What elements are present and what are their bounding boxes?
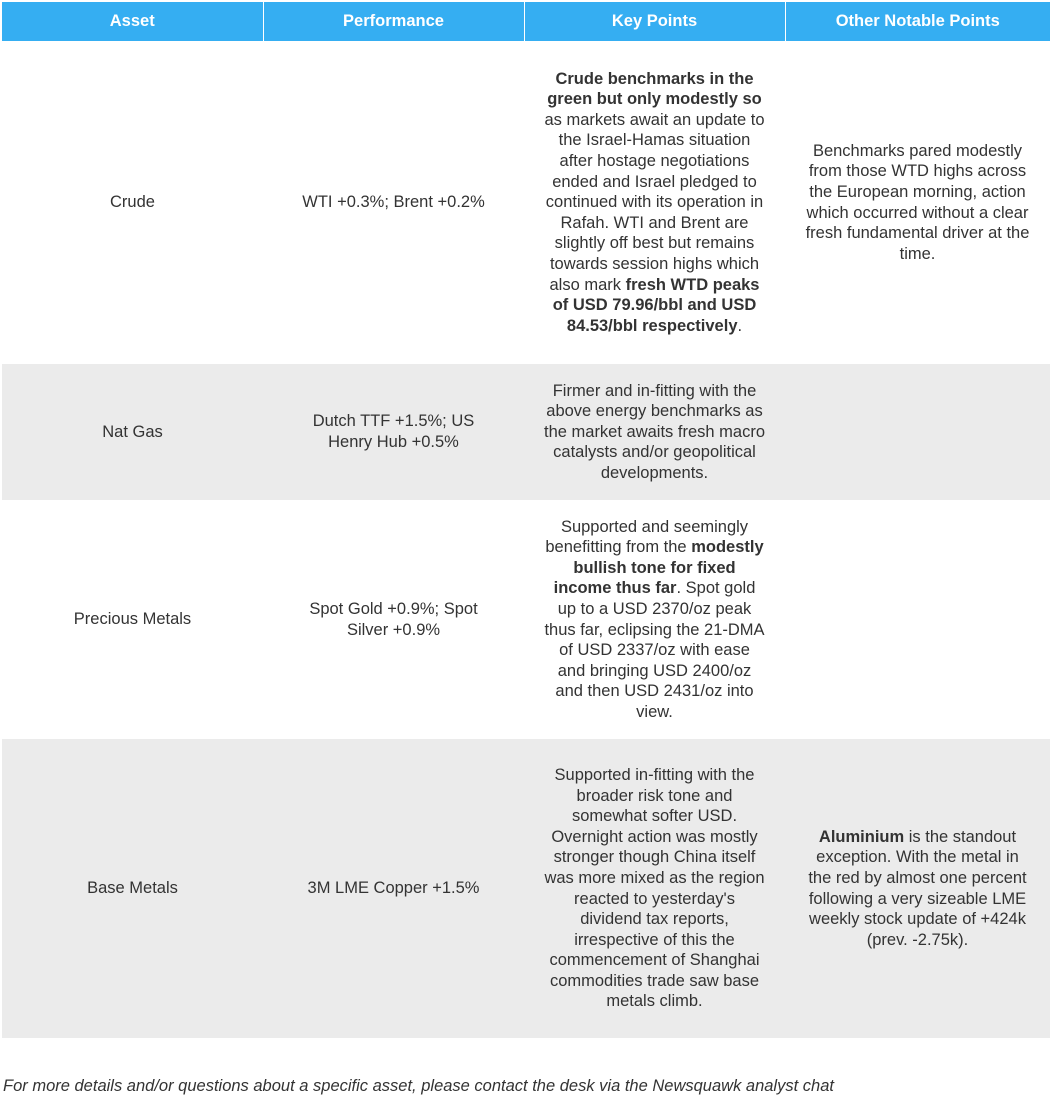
other-notable-text (805, 141, 1031, 265)
header-performance: Performance (263, 2, 524, 41)
key-points-bold: fresh WTD peaks of USD 79.96/bbl and USD 84.53/bbl respectively (552, 275, 760, 335)
footer-note: For more details and/or questions about a specific asset, please contact the desk via the Newsquawk analyst chat (3, 1077, 834, 1095)
other-notable-bold: Aluminium (818, 827, 905, 846)
key-points-plain: Firmer and in-fitting with the above energy benchmarks as the market awaits fresh macro catalysts and/or geopolitical developments. (544, 381, 765, 482)
other-notable-plain: Benchmarks pared modestly from those WTD highs across the European morning, action which occurred without a clear fresh fundamental driver at the time. (805, 141, 1030, 263)
asset-cell: Precious Metals (2, 500, 263, 739)
performance-cell (263, 739, 524, 1038)
table-header-row (2, 2, 1050, 41)
key-points-bold: Crude benchmarks in the green but only modestly so (547, 69, 762, 109)
other-notable-cell (785, 500, 1050, 739)
key-points-text (544, 381, 766, 484)
asset-cell: Nat Gas (2, 364, 263, 500)
key-points-bold: modestly bullish tone for fixed income thus far (553, 538, 764, 598)
asset-cell: Base Metals (2, 739, 263, 1038)
other-notable-text (805, 827, 1031, 951)
table-row-precious-metals (2, 500, 1050, 739)
performance-cell (263, 41, 524, 364)
key-points-text (544, 517, 766, 723)
key-points-cell (524, 739, 785, 1038)
performance-text: 3M LME Copper +1.5% (307, 879, 480, 898)
key-points-plain: as markets await an update to the Israel-Hamas situation after hostage negotiations ended and Israel pledged to continued with its operation in Rafah. WTI and Brent are slightly off best but remains towards session highs which also mark (544, 110, 765, 294)
performance-cell (263, 500, 524, 739)
performance-text: Dutch TTF +1.5%; US Henry Hub +0.5% (312, 412, 475, 451)
header-key-points: Key Points (524, 2, 785, 41)
table-row-nat-gas (2, 364, 1050, 500)
table-row-base-metals (2, 739, 1050, 1038)
key-points-cell (524, 41, 785, 364)
performance-cell (263, 364, 524, 500)
key-points-plain: Supported and seemingly benefitting from the (545, 517, 749, 557)
asset-cell: Crude (2, 41, 263, 364)
commodities-table (2, 2, 1050, 1038)
key-points-text (544, 765, 766, 1012)
key-points-plain: Supported in-fitting with the broader risk tone and somewhat softer USD. Overnight action was mostly stronger though China itself was more mixed as the region reacted to yesterday's dividend tax reports, irrespective of this the commencement of Shanghai commodities trade saw base metals climb. (544, 765, 765, 1011)
key-points-text (544, 69, 766, 337)
performance-text: Spot Gold +0.9%; Spot Silver +0.9% (309, 599, 478, 639)
key-points-plain: . (737, 316, 743, 335)
key-points-cell (524, 364, 785, 500)
header-asset: Asset (2, 2, 263, 41)
header-other-notable-points: Other Notable Points (785, 2, 1050, 41)
key-points-cell (524, 500, 785, 739)
table-row-crude (2, 41, 1050, 364)
other-notable-plain: is the standout exception. With the metal in the red by almost one percent following a very sizeable LME weekly stock update of +424k (prev. -2.75k). (808, 827, 1027, 949)
key-points-plain: . Spot gold up to a USD 2370/oz peak thus far, eclipsing the 21-DMA of USD 2337/oz with ease and bringing USD 2400/oz and then USD 2431/oz into view. (544, 579, 765, 721)
other-notable-cell (785, 364, 1050, 500)
other-notable-cell (785, 41, 1050, 364)
performance-text: WTI +0.3%; Brent +0.2% (302, 193, 485, 212)
other-notable-cell (785, 739, 1050, 1038)
